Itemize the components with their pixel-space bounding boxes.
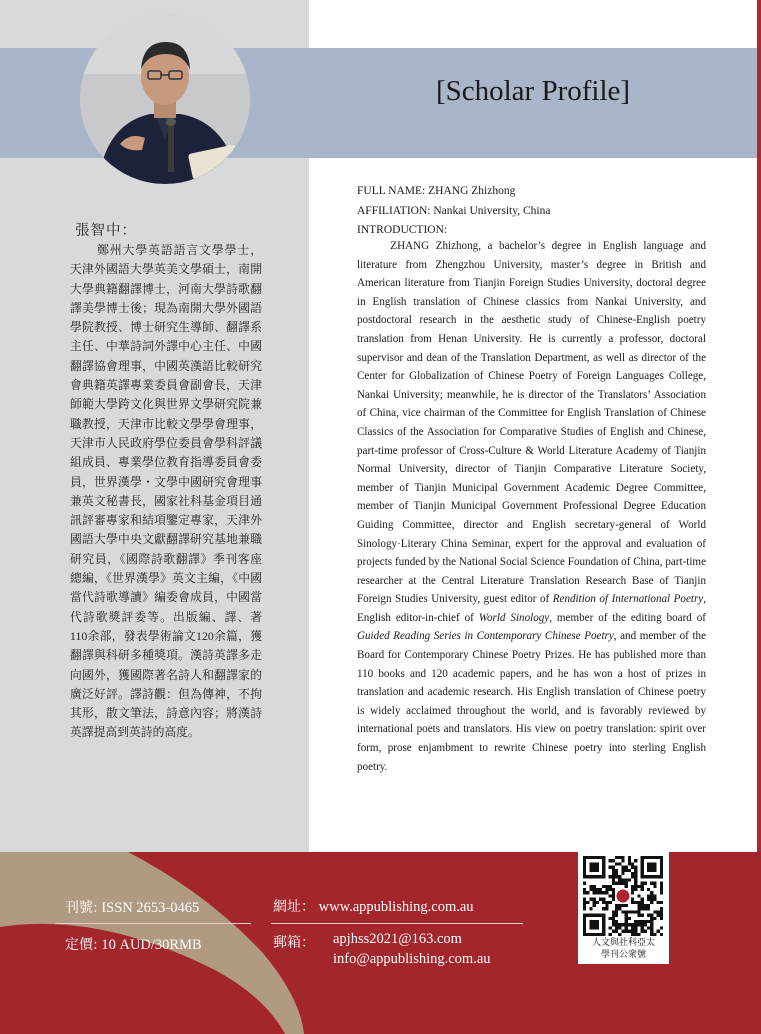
chinese-name: 張智中： (75, 223, 137, 239)
email-address-2[interactable]: info@appublishing.com.au (333, 951, 491, 967)
price-value: 10 AUD/30RMB (101, 937, 202, 953)
bio-text-3: , member of the editing board of (549, 611, 707, 624)
qr-code-card (578, 851, 669, 964)
issn-label: 刊號: (65, 900, 98, 916)
website-row (273, 896, 474, 916)
journal-title-rendition: Rendition of International Poetry (552, 593, 704, 606)
bio-text-2: , English editor-in-chief of (357, 593, 707, 624)
affiliation-label: AFFILIATION: (357, 204, 431, 217)
email-label-row (273, 932, 315, 952)
introduction-label: INTRODUCTION: (357, 224, 448, 236)
qr-caption-line-2: 學刊公衆號 (600, 950, 646, 960)
affiliation-row (357, 202, 707, 222)
price-label: 定價: (65, 937, 98, 953)
affiliation-value: Nankai University, China (433, 204, 551, 217)
footer-divider-right (271, 923, 523, 924)
footer-divider-left (55, 923, 251, 924)
chinese-biography: 鄭州大學英語語言文學學士，天津外國語大學英美文學碩士，南開大學典籍翻譯博士，河南大學詩歌翻譯美學博士後；現為南開大學外國語學院教授、博士研究生導師、翻譯系主任、中華詩詞外譯中心主任、中國翻譯協會理事，中國英漢語比較研究會典籍英譯專業委員會副會長，天津師範大學跨文化與世界文學研究院兼職教授，天津市比較文學學會理事，天津市人民政府學位委員會學科評議組成員、專業學位教育指導委員會委員，世界漢學・文學中國研究會理事兼英文秘書長，國家社科基金項目通訊評審專家和結項鑒定專家，天津外國語大學中央文獻翻譯研究基地兼職研究員，《國際詩歌翻譯》季刊客座總編，《世界漢學》英文主編，《中國當代詩歌導讀》編委會成員，中國當代詩歌獎評委等。出版編、譯、著110余部，發表學術論文120余篇，獲翻譯與科研多種獎項。漢詩英譯多走向國外，獲國際著名詩人和翻譯家的廣泛好評。譯詩觀：但為傳神，不拘其形，散文筆法，詩意內容；將漢詩英譯提高到英詩的高度。 (70, 243, 262, 740)
journal-title-world-sinology: World Sinology (478, 611, 550, 624)
full-name-label: FULL NAME: (357, 185, 426, 197)
website-value[interactable]: www.appublishing.com.au (318, 899, 474, 915)
series-title-guided-reading: Guided Reading Series in Contemporary Chinese Poetry (357, 630, 614, 643)
qr-caption-line-1: 人文與社科亞太 (591, 938, 655, 948)
right-edge-stripe (757, 0, 761, 852)
bio-text-4: , and member of the Board for Contemporary Chinese Poetry Prizes. He has published more than 110 books and 120 academic papers, and he has won a host of prizes in translation and academic research. His English translation of Chinese poetry is widely acclaimed throughout the world, and is favorably reviewed by international poets and translators. His view on poetry translation: spirit over form, prose enjambment to rewrite Chinese poetry into sterling English poetry. (357, 630, 706, 773)
bio-text-1: ZHANG Zhizhong, a bachelor’s degree in English language and literature from Zhengzhou University, master’s degree in British and American literature from Tianjin Foreign Studies University, doctoral degree in English translation of Chinese classics from Nankai University, and postdoctoral research in the aesthetic study of Chinese-English poetry translation from Henan University. He is currently a professor, doctoral supervisor and dean of the Translation Department, as well as director of the Center for Globalization of Chinese Poetry of Foreign Languages College, Nankai University; meanwhile, he is director of the Translators’ Association of China, vice chairman of the Committee for English Translation of Chinese Classics of the Association for Comparative Studies of English and Chinese, part-time professor of Cross-Culture & World Literature Academy of Tianjin Normal University, director of Tianjin Comparative Literature Society, member of Tianjin Municipal Government Academic Degree Committee, member of Tianjin Municipal Government Professional Degree Education Guiding Committee, director and English secretary-general of World Sinology·Literary China Seminar, expert for the approval and evaluation of projects funded by the National Social Science Foundation of China, part-time researcher at the Central Literature Translation Research Base of Tianjin Foreign Studies University, guest editor of (357, 240, 706, 606)
email-address-1[interactable]: apjhss2021@163.com (333, 931, 462, 947)
qr-code-icon[interactable] (583, 856, 663, 936)
price-row (65, 934, 202, 954)
issn-value: ISSN 2653-0465 (101, 900, 200, 916)
email-label: 郵箱： (273, 935, 315, 951)
english-biography (357, 237, 706, 776)
qr-caption (578, 937, 669, 961)
portrait-image (80, 14, 250, 184)
page-title: [Scholar Profile] (435, 75, 631, 107)
scholar-portrait (80, 14, 250, 184)
website-label: 網址： (273, 899, 315, 915)
full-name-row (357, 182, 707, 202)
issn-row (65, 897, 199, 917)
full-name-value: ZHANG Zhizhong (428, 185, 516, 197)
profile-fields (357, 182, 707, 241)
